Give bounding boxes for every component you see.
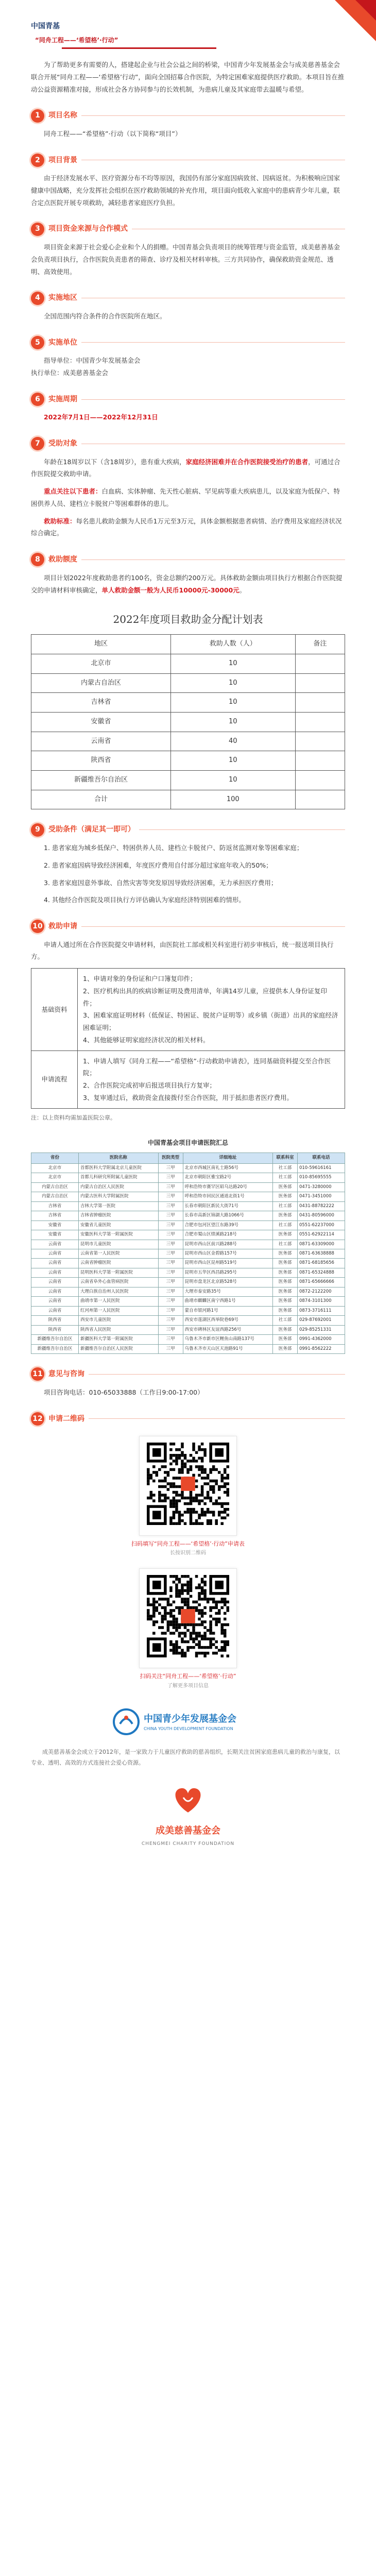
partner-table: [31, 1153, 345, 1354]
partner-cell: 云南省: [31, 1297, 79, 1306]
partner-cell: 安徽医科大学第一附属医院: [79, 1230, 159, 1240]
header-divider: [62, 47, 216, 49]
corner-decoration-icon: [319, 0, 376, 49]
qr-caption: 扫码填写“同舟工程——‘希望格’·行动”申请表: [131, 1540, 245, 1547]
partner-row: [31, 1278, 345, 1287]
section-2-body: 由于经济发展水平、医疗资源分布不均等原因，我国仍有部分家庭因病致贫、因病返贫。为积极响应国家健康中国战略，充分发挥社会组织在医疗救助领域的补充作用，项目面向低收入家庭中的患病青少年儿童，联合定点医院开展专项救助，减轻患者家庭医疗负担。: [31, 174, 340, 207]
budget-row: [31, 693, 345, 713]
partner-row: [31, 1192, 345, 1201]
partner-cell: 内蒙古自治区: [31, 1182, 79, 1192]
budget-cell: [295, 713, 345, 732]
partner-cell: 云南省: [31, 1259, 79, 1268]
section-3-body: 项目资金来源于社会爱心企业和个人的捐赠。中国青基会负责项目的统筹管理与资金监管，成美慈善基金会负责项目执行，合作医院负责患者的筛查、诊疗及相关材料审核。三方共同协作，确保救助资金规范、透明、高效使用。: [31, 243, 340, 276]
section-divider: [81, 926, 345, 927]
partner-cell: 昆明市五华区西昌路295号: [183, 1268, 273, 1277]
footer-about: 成美慈善基金会成立于2012年，是一家致力于儿童医疗救助的慈善组织，长期关注贫困家庭患病儿童的救治与康复，以专业、透明、高效的方式连接社会爱心资源。: [31, 1749, 340, 1767]
condition-item: 1. 患者家庭为城乡低保户、特困供养人员、建档立卡脱贫户、防返贫监测对象等困难家庭；: [44, 844, 303, 852]
budget-cell: [295, 790, 345, 809]
partner-header-cell: 联系科室: [273, 1153, 298, 1163]
budget-cell: [295, 693, 345, 713]
partner-cell: 内蒙古医科大学附属医院: [79, 1192, 159, 1201]
qr-code-icon[interactable]: [147, 1443, 229, 1525]
partner-cell: 0471-3280000: [297, 1182, 345, 1192]
condition-item: 4. 其他经合作医院及项目执行方评估确认为家庭经济特别困难的情形。: [44, 896, 245, 904]
application-item: 2、合作医院完成初审后报送项目执行方复审；: [83, 1081, 216, 1090]
partner-cell: 内蒙古自治区: [31, 1192, 79, 1201]
budget-row: [31, 654, 345, 673]
section-2-header: [31, 154, 345, 167]
partner-cell: 红河州第一人民医院: [79, 1306, 159, 1315]
partner-cell: 010-59616161: [297, 1163, 345, 1173]
partner-cell: 安徽省: [31, 1221, 79, 1230]
partner-row: [31, 1344, 345, 1353]
qr-card[interactable]: [139, 1568, 237, 1668]
section-title: 救助申请: [48, 922, 77, 931]
partner-cell: 三甲: [158, 1163, 183, 1173]
partner-cell: 北京市: [31, 1163, 79, 1173]
budget-cell: 100: [170, 790, 295, 809]
application-item: 3、复审通过后，救助资金直接拨付至合作医院，用于抵扣患者医疗费用。: [83, 1093, 293, 1101]
partner-table-title: 中国青基会项目申请医院汇总: [147, 1139, 228, 1146]
section-10-intro: 申请人通过所在合作医院提交申请材料，由医院社工部或相关科室进行初步审核后，统一报送项目执行方。: [31, 940, 334, 961]
application-row-head: 基础资料: [31, 969, 78, 1051]
section-7-lead: 年龄在18周岁以下（含18周岁），患有重大疾病，: [44, 457, 186, 466]
partner-table-body: [31, 1163, 345, 1353]
cydf-logo-name: 中国青少年发展基金会: [144, 1713, 236, 1724]
partner-cell: 三甲: [158, 1344, 183, 1353]
partner-row: [31, 1306, 345, 1315]
section-7-body: [31, 456, 345, 481]
header-banner: [31, 0, 345, 54]
partner-cell: 北京市朝阳区雅宝路2号: [183, 1173, 273, 1182]
section-11-body: 项目咨询电话：010-65033888（工作日9:00-17:00）: [44, 1388, 204, 1396]
section-7-body-3: [31, 515, 345, 540]
partner-header-cell: 医院类型: [158, 1153, 183, 1163]
partner-row: [31, 1268, 345, 1277]
partner-cell: 昆明市西山区昆州路519号: [183, 1259, 273, 1268]
section-9-list: [31, 842, 345, 906]
partner-cell: 陕西省: [31, 1325, 79, 1334]
section-number-badge: 2: [31, 154, 44, 167]
partner-cell: 医务部: [273, 1325, 298, 1334]
partner-cell: 呼和浩特市回民区通道北街1号: [183, 1192, 273, 1201]
budget-cell: 云南省: [31, 732, 171, 751]
budget-row: [31, 771, 345, 790]
partner-cell: 医务部: [273, 1335, 298, 1344]
section-9-header: [31, 823, 345, 837]
qr-code-icon[interactable]: [147, 1575, 229, 1657]
partner-cell: 医务部: [273, 1278, 298, 1287]
partner-cell: 昆明市盘龙区北京路528号: [183, 1278, 273, 1287]
partner-cell: 三甲: [158, 1278, 183, 1287]
partner-cell: 昆明市西山区前兴路288号: [183, 1240, 273, 1249]
partner-cell: 0871-65666666: [297, 1278, 345, 1287]
partner-cell: 0991-8562222: [297, 1344, 345, 1353]
partner-cell: 西安市莲湖区西举院巷69号: [183, 1316, 273, 1325]
application-item: 2、医疗机构出具的疾病诊断证明及费用清单，年满14岁儿童，应提供本人身份证复印件；: [83, 987, 327, 1007]
partner-cell: 三甲: [158, 1306, 183, 1315]
section-4-header: [31, 291, 345, 305]
partner-cell: 陕西省人民医院: [79, 1325, 159, 1334]
application-table-body: [31, 969, 345, 1109]
section-number-badge: 5: [31, 336, 44, 349]
section-4-body: 全国范围内符合条件的合作医院所在地区。: [44, 312, 166, 320]
application-row: [31, 969, 345, 1051]
partner-cell: 0551-62922114: [297, 1230, 345, 1240]
partner-cell: 0551-62237000: [297, 1221, 345, 1230]
brand-title: 中国青基: [31, 22, 60, 30]
brand-subtitle: “同舟工程——‘希望格’·行动”: [35, 36, 118, 44]
section-number-badge: 6: [31, 393, 44, 406]
section-number-badge: 1: [31, 109, 44, 123]
partner-cell: 首都医科大学附属北京儿童医院: [79, 1163, 159, 1173]
budget-header-cell: 救助人数（人）: [170, 635, 295, 654]
partner-cell: 三甲: [158, 1192, 183, 1201]
section-title: 实施地区: [48, 294, 77, 302]
partner-cell: 新疆维吾尔自治区: [31, 1344, 79, 1353]
section-number-badge: 10: [31, 920, 44, 933]
partner-header-row: [31, 1153, 345, 1163]
budget-cell: 40: [170, 732, 295, 751]
section-divider: [81, 342, 345, 343]
budget-cell: [295, 732, 345, 751]
budget-table: [31, 634, 345, 809]
partner-cell: 三甲: [158, 1287, 183, 1296]
partner-row: [31, 1335, 345, 1344]
application-row-content: [78, 969, 345, 1051]
section-number-badge: 4: [31, 292, 44, 305]
partner-cell: 社工部: [273, 1173, 298, 1182]
application-note: 注：以上资料均需加盖医院公章。: [31, 1114, 116, 1121]
cydf-logo-icon: [111, 1706, 265, 1737]
qr-caption-secondary: 了解更多项目信息: [167, 1683, 209, 1689]
partner-cell: 三甲: [158, 1335, 183, 1344]
partner-cell: 西安市儿童医院: [79, 1316, 159, 1325]
application-item: 1、申请对象的身份证和户口簿复印件；: [83, 975, 197, 983]
partner-row: [31, 1201, 345, 1211]
partner-cell: 三甲: [158, 1201, 183, 1211]
section-6-body: 2022年7月1日——2022年12月31日: [44, 413, 158, 421]
application-item: 4、其他能够证明家庭经济状况的相关材料。: [83, 1036, 210, 1044]
budget-cell: [295, 771, 345, 790]
budget-cell: [295, 654, 345, 673]
budget-row: [31, 751, 345, 771]
budget-row: [31, 713, 345, 732]
section-7-focus-text: 白血病、实体肿瘤、先天性心脏病、罕见病等重大疾病患儿，以及家庭为低保户、特困供养人员、建档立卡脱贫户等困难群体的患儿。: [31, 487, 340, 507]
section-1-body: 同舟工程——“希望格”·行动（以下简称“项目”）: [44, 129, 182, 138]
chengmei-logo-en: CHENGMEI CHARITY FOUNDATION: [141, 1841, 235, 1847]
qr-caption-secondary: 长按识别二维码: [170, 1550, 206, 1556]
section-title: 申请二维码: [48, 1414, 84, 1423]
qr-card[interactable]: [139, 1436, 237, 1536]
section-5-header: [31, 336, 345, 350]
partner-row: [31, 1221, 345, 1230]
partner-header-cell: 省份: [31, 1153, 79, 1163]
partner-cell: 0871-68185656: [297, 1259, 345, 1268]
section-number-badge: 8: [31, 553, 44, 566]
partner-cell: 三甲: [158, 1297, 183, 1306]
partner-row: [31, 1297, 345, 1306]
section-number-badge: 12: [31, 1412, 44, 1426]
partner-cell: 吉林省: [31, 1201, 79, 1211]
partner-cell: 云南省: [31, 1306, 79, 1315]
budget-cell: 吉林省: [31, 693, 171, 713]
application-row-content: [78, 1050, 345, 1108]
partner-cell: 三甲: [158, 1325, 183, 1334]
partner-row: [31, 1240, 345, 1249]
partner-cell: 三甲: [158, 1240, 183, 1249]
partner-cell: 医务部: [273, 1192, 298, 1201]
application-item: 3、困难家庭证明材料（低保证、特困证、脱贫户证明等）或乡镇（街道）出具的家庭经济困难证明；: [83, 1011, 338, 1032]
partner-cell: 0872-2122200: [297, 1287, 345, 1296]
partner-cell: 曲靖市麒麟区南宁西路1号: [183, 1297, 273, 1306]
partner-row: [31, 1316, 345, 1325]
partner-cell: 三甲: [158, 1316, 183, 1325]
partner-cell: 0874-3101300: [297, 1297, 345, 1306]
partner-cell: 0991-4362000: [297, 1335, 345, 1344]
partner-cell: 云南省: [31, 1287, 79, 1296]
budget-table-title: 2022年度项目救助金分配计划表: [113, 613, 263, 626]
partner-cell: 长春市高新区锦湖大路1066号: [183, 1211, 273, 1221]
partner-cell: 三甲: [158, 1221, 183, 1230]
application-item: 1、申请人填写《同舟工程——“希望格”·行动救助申请表》，连同基础资料提交至合作医院；: [83, 1057, 331, 1077]
partner-cell: 吉林省肿瘤医院: [79, 1211, 159, 1221]
partner-row: [31, 1211, 345, 1221]
partner-header-cell: 联系电话: [297, 1153, 345, 1163]
partner-cell: 社工部: [273, 1201, 298, 1211]
section-number-badge: 3: [31, 223, 44, 236]
partner-cell: 首都儿科研究所附属儿童医院: [79, 1173, 159, 1182]
section-8-header: [31, 553, 345, 567]
section-3-header: [31, 222, 345, 236]
qr-block-1: [31, 1436, 345, 1558]
partner-cell: 云南省: [31, 1240, 79, 1249]
partner-row: [31, 1325, 345, 1334]
budget-table-body: [31, 654, 345, 809]
section-7-standard-label: 救助标准：: [44, 517, 76, 525]
partner-cell: 大理白族自治州人民医院: [79, 1287, 159, 1296]
partner-cell: 吉林省: [31, 1211, 79, 1221]
partner-cell: 新疆维吾尔自治区人民医院: [79, 1344, 159, 1353]
section-title: 实施单位: [48, 338, 77, 347]
partner-cell: 三甲: [158, 1230, 183, 1240]
budget-cell: 10: [170, 771, 295, 790]
partner-cell: 曲靖市第一人民医院: [79, 1297, 159, 1306]
section-title: 意见与咨询: [48, 1370, 84, 1379]
partner-cell: 社工部: [273, 1240, 298, 1249]
partner-row: [31, 1230, 345, 1240]
section-7-focus-label: 重点关注以下患者：: [44, 487, 102, 496]
partner-row: [31, 1173, 345, 1182]
budget-cell: 10: [170, 713, 295, 732]
section-5-body: 指导单位：中国青少年发展基金会 执行单位：成美慈善基金会: [31, 357, 141, 377]
partner-cell: 029-87692001: [297, 1316, 345, 1325]
partner-cell: 医务部: [273, 1230, 298, 1240]
partner-cell: 安徽省: [31, 1230, 79, 1240]
partner-cell: 医务部: [273, 1297, 298, 1306]
partner-row: [31, 1182, 345, 1192]
partner-row: [31, 1259, 345, 1268]
partner-row: [31, 1163, 345, 1173]
partner-cell: 医务部: [273, 1268, 298, 1277]
partner-cell: 社工部: [273, 1316, 298, 1325]
section-number-badge: 11: [31, 1367, 44, 1381]
partner-cell: 新疆医科大学第一附属医院: [79, 1335, 159, 1344]
partner-cell: 北京市西城区南礼士路56号: [183, 1163, 273, 1173]
section-7-standard-text: 每名患儿救助金额为人民币1万元至3万元，具体金额根据患者病情、治疗费用及家庭经济状况综合确定。: [31, 517, 342, 537]
partner-cell: 三甲: [158, 1211, 183, 1221]
partner-cell: 医务部: [273, 1211, 298, 1221]
section-divider: [89, 1418, 345, 1419]
partner-cell: 蒙自市银河路1号: [183, 1306, 273, 1315]
partner-cell: 医务部: [273, 1249, 298, 1259]
budget-cell: 北京市: [31, 654, 171, 673]
section-title: 受助对象: [48, 439, 77, 448]
section-title: 受助条件（满足其一即可）: [48, 825, 135, 834]
partner-cell: 医务部: [273, 1182, 298, 1192]
section-6-header: [31, 393, 345, 406]
budget-cell: 安徽省: [31, 713, 171, 732]
intro-paragraph: 为了帮助更多有需要的人，搭建起企业与社会公益之间的桥梁，中国青少年发展基金会与成美慈善基金会联合开展“同舟工程——‘希望格’行动”，面向全国招募合作医院，为特定困难家庭提供医疗救助。本项目旨在推动公益资源精准对接，形成社会各方协同参与的长效机制，为患病儿童及其家庭带去温暖与希望。: [31, 61, 345, 93]
partner-cell: 0431-88782222: [297, 1201, 345, 1211]
section-8-tail: 。: [239, 586, 246, 594]
budget-header-cell: 备注: [295, 635, 345, 654]
budget-cell: [295, 673, 345, 693]
partner-cell: 陕西省: [31, 1316, 79, 1325]
condition-item: 2. 患者家庭因病导致经济困难，年度医疗费用自付部分超过家庭年收入的50%；: [44, 861, 272, 869]
section-number-badge: 9: [31, 823, 44, 837]
section-title: 救助额度: [48, 555, 77, 564]
section-divider: [89, 1374, 345, 1375]
partner-cell: 医务部: [273, 1306, 298, 1315]
application-row: [31, 1050, 345, 1108]
budget-cell: 合计: [31, 790, 171, 809]
partner-row: [31, 1249, 345, 1259]
budget-cell: 10: [170, 654, 295, 673]
section-7-header: [31, 437, 345, 451]
partner-cell: 昆明医科大学第一附属医院: [79, 1268, 159, 1277]
cydf-logo-block: [31, 1706, 345, 1741]
section-7-body-2: [31, 485, 345, 510]
section-divider: [81, 399, 345, 400]
section-title: 项目名称: [48, 111, 77, 120]
partner-cell: 云南省: [31, 1268, 79, 1277]
partner-cell: 0873-3716111: [297, 1306, 345, 1315]
section-title: 项目资金来源与合作模式: [48, 225, 128, 233]
budget-cell: [295, 751, 345, 771]
cydf-logo-en: CHINA YOUTH DEVELOPMENT FOUNDATION: [144, 1726, 233, 1731]
qr-block-2: [31, 1568, 345, 1690]
partner-cell: 0871-63638888: [297, 1249, 345, 1259]
partner-cell: 三甲: [158, 1249, 183, 1259]
partner-cell: 三甲: [158, 1182, 183, 1192]
partner-cell: 合肥市蜀山区绩溪路218号: [183, 1230, 273, 1240]
section-11-header: [31, 1367, 345, 1381]
partner-cell: 西安市碑林区友谊西路256号: [183, 1325, 273, 1334]
partner-cell: 0871-65324888: [297, 1268, 345, 1277]
section-12-header: [31, 1412, 345, 1426]
heart-logo-icon: [170, 1784, 206, 1815]
partner-cell: 大理市泰安路35号: [183, 1287, 273, 1296]
budget-cell: 10: [170, 751, 295, 771]
section-title: 项目背景: [48, 156, 77, 164]
partner-cell: 安徽省儿童医院: [79, 1221, 159, 1230]
budget-row: [31, 790, 345, 809]
partner-cell: 昆明市西山区金碧路157号: [183, 1249, 273, 1259]
partner-cell: 云南省: [31, 1278, 79, 1287]
partner-header-cell: 详细地址: [183, 1153, 273, 1163]
partner-cell: 云南省: [31, 1249, 79, 1259]
budget-cell: 内蒙古自治区: [31, 673, 171, 693]
partner-cell: 吉林大学第一医院: [79, 1201, 159, 1211]
partner-cell: 0471-3451000: [297, 1192, 345, 1201]
chengmei-logo-name: 成美慈善基金会: [156, 1825, 220, 1837]
budget-header-cell: 地区: [31, 635, 171, 654]
partner-cell: 乌鲁木齐市天山区天池路91号: [183, 1344, 273, 1353]
section-1-header: [31, 109, 345, 123]
partner-row: [31, 1287, 345, 1296]
budget-row: [31, 673, 345, 693]
section-8-body: [31, 572, 345, 597]
partner-cell: 社工部: [273, 1163, 298, 1173]
section-8-text: 项目计划2022年度救助患者约100名，资金总额约200万元。具体救助金额由项目执行方根据合作医院提交的申请材料审核确定，: [31, 573, 343, 594]
budget-row: [31, 732, 345, 751]
partner-cell: 乌鲁木齐市新市区鲤鱼山南路137号: [183, 1335, 273, 1344]
partner-cell: 北京市: [31, 1173, 79, 1182]
budget-cell: 陕西省: [31, 751, 171, 771]
section-10-header: [31, 920, 345, 934]
partner-cell: 云南省肿瘤医院: [79, 1259, 159, 1268]
partner-cell: 0871-63309000: [297, 1240, 345, 1249]
section-divider: [139, 829, 345, 830]
partner-cell: 医务部: [273, 1344, 298, 1353]
partner-cell: 昆明市儿童医院: [79, 1240, 159, 1249]
condition-item: 3. 患者家庭因意外事故、自然灾害等突发原因导致经济困难，无力承担医疗费用；: [44, 878, 278, 887]
partner-cell: 三甲: [158, 1268, 183, 1277]
budget-cell: 10: [170, 693, 295, 713]
partner-header-cell: 医院名称: [79, 1153, 159, 1163]
section-7-highlight: 家庭经济困难并在合作医院接受治疗的患者: [185, 457, 309, 466]
budget-cell: 新疆维吾尔自治区: [31, 771, 171, 790]
section-8-highlight: 单人救助金额一般为人民币10000元-30000元: [101, 586, 240, 594]
partner-cell: 0431-80596000: [297, 1211, 345, 1221]
partner-cell: 医务部: [273, 1287, 298, 1296]
application-row-head: 申请流程: [31, 1050, 78, 1108]
partner-cell: 新疆维吾尔自治区: [31, 1335, 79, 1344]
partner-cell: 029-85251331: [297, 1325, 345, 1334]
partner-cell: 医务部: [273, 1259, 298, 1268]
partner-cell: 云南省阜外心血管病医院: [79, 1278, 159, 1287]
partner-cell: 长春市朝阳区新民大街71号: [183, 1201, 273, 1211]
partner-cell: 云南省第一人民医院: [79, 1249, 159, 1259]
section-divider: [81, 115, 345, 116]
partner-cell: 010-85695555: [297, 1173, 345, 1182]
budget-cell: 10: [170, 673, 295, 693]
section-7-rest: ，可通过合作医院提交救助申请。: [31, 457, 340, 478]
partner-cell: 呼和浩特市赛罕区昭乌达路20号: [183, 1182, 273, 1192]
section-number-badge: 7: [31, 437, 44, 450]
partner-cell: 三甲: [158, 1173, 183, 1182]
partner-cell: 内蒙古自治区人民医院: [79, 1182, 159, 1192]
application-table: [31, 968, 345, 1109]
partner-cell: 合肥市包河区望江东路39号: [183, 1221, 273, 1230]
chengmei-logo-block: [31, 1784, 345, 1849]
partner-cell: 三甲: [158, 1259, 183, 1268]
partner-cell: 社工部: [273, 1221, 298, 1230]
section-title: 实施周期: [48, 395, 77, 403]
qr-caption: 扫码关注“同舟工程——‘希望格’·行动”: [140, 1673, 236, 1680]
